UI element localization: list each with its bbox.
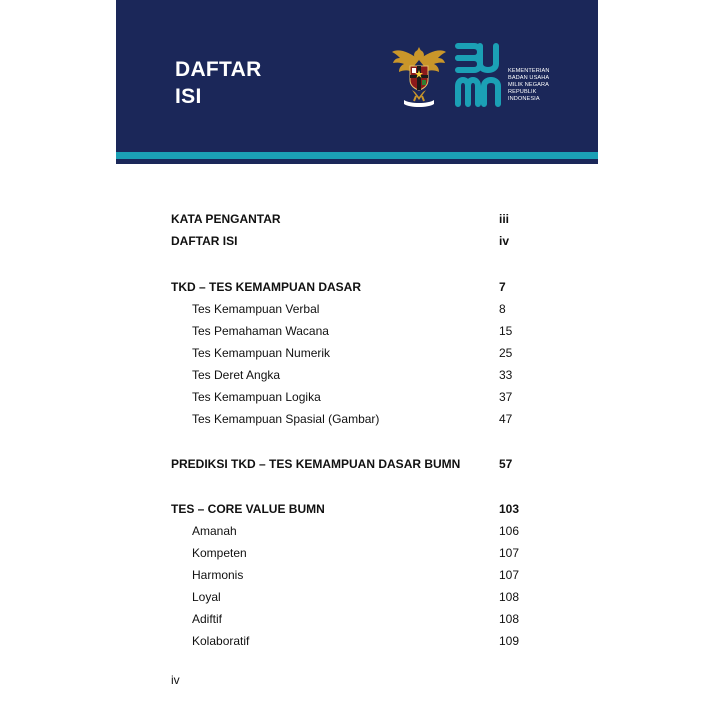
toc-entry-page: iv (499, 234, 510, 248)
toc-entry-page: 106 (499, 524, 520, 538)
toc-entry-page: 108 (499, 612, 520, 626)
toc-entry-label: Tes Kemampuan Spasial (Gambar) (192, 412, 380, 426)
title-line-2: ISI (175, 85, 202, 108)
title-line-1: DAFTAR (175, 58, 262, 81)
toc-entry-page: 107 (499, 546, 520, 560)
toc-entry-label: Kolaboratif (192, 634, 250, 648)
toc-entry-page: 15 (499, 324, 513, 338)
ministry-line: MILIK NEGARA (508, 82, 549, 88)
ministry-line: REPUBLIK (508, 89, 537, 95)
toc-entry-page: 47 (499, 412, 513, 426)
page-title (175, 56, 262, 110)
toc-entry-label: TES – CORE VALUE BUMN (171, 502, 325, 516)
toc-entry-page: 109 (499, 634, 520, 648)
toc-entry-label: Tes Pemahaman Wacana (192, 324, 329, 338)
teal-divider (116, 152, 598, 159)
toc-entry-label: Tes Kemampuan Verbal (192, 302, 320, 316)
toc-entry-page: 8 (499, 302, 506, 316)
toc-entry-page: 107 (499, 568, 520, 582)
toc-entry-page: 37 (499, 390, 513, 404)
toc-entry-label: DAFTAR ISI (171, 234, 238, 248)
toc-entry-label: TKD – TES KEMAMPUAN DASAR (171, 280, 362, 294)
ministry-line: KEMENTERIAN (508, 68, 550, 74)
ministry-line: INDONESIA (508, 96, 540, 102)
toc-entry-page: 103 (499, 502, 520, 516)
toc-entry-label: Harmonis (192, 568, 244, 582)
toc-entry-label: Tes Deret Angka (192, 368, 281, 382)
toc-entry-page: 7 (499, 280, 506, 294)
toc-entry-label: Kompeten (192, 546, 247, 560)
toc-entry-page: 33 (499, 368, 513, 382)
header-banner (116, 0, 598, 152)
toc-entry-label: Loyal (192, 590, 221, 604)
navy-divider (116, 159, 598, 164)
ministry-label (508, 68, 550, 103)
toc-entry-label: Tes Kemampuan Logika (192, 390, 321, 404)
toc-entry-label: PREDIKSI TKD – TES KEMAMPUAN DASAR BUMN (171, 457, 461, 471)
bumn-logo-icon (452, 42, 504, 110)
page-number: iv (171, 673, 180, 687)
toc-entry-label: Amanah (192, 524, 237, 538)
toc-entry-page: 108 (499, 590, 520, 604)
toc-entry-label: KATA PENGANTAR (171, 212, 281, 226)
toc-entry-page: iii (499, 212, 510, 226)
toc-entry-label: Tes Kemampuan Numerik (192, 346, 331, 360)
toc-entry-page: 57 (499, 457, 513, 471)
toc-entry-label: Adiftif (192, 612, 223, 626)
garuda-emblem-icon (390, 42, 448, 110)
ministry-line: BADAN USAHA (508, 75, 550, 81)
document-page (116, 0, 598, 713)
toc-entry-page: 25 (499, 346, 513, 360)
